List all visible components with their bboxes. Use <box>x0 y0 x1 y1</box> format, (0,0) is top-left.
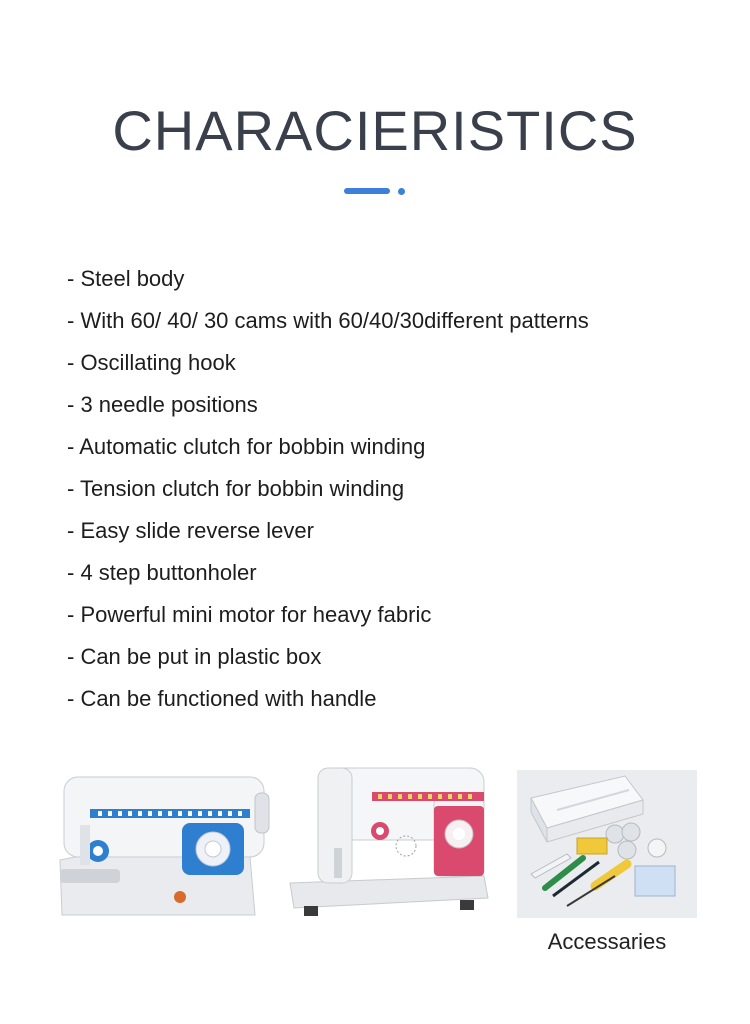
feature-item: - Steel body <box>67 266 185 291</box>
sewing-machine-red-photo <box>284 758 494 923</box>
feature-item: - Oscillating hook <box>67 350 236 375</box>
accessories-caption: Accessaries <box>547 929 667 954</box>
feature-item: - Easy slide reverse lever <box>67 518 314 543</box>
page-title: CHARACIERISTICS <box>112 99 638 162</box>
feature-item: - With 60/ 40/ 30 cams with 60/40/30different patterns <box>67 308 589 333</box>
feature-item: - Automatic clutch for bobbin winding <box>67 434 426 459</box>
feature-item: - 4 step buttonholer <box>67 560 257 585</box>
feature-item: - Can be put in plastic box <box>67 644 322 669</box>
sewing-machine-blue-photo <box>50 765 275 920</box>
sewing-machine-blue-icon <box>50 765 275 920</box>
feature-list <box>67 262 589 724</box>
accessories-kit-icon <box>517 770 697 918</box>
title-divider <box>344 188 408 196</box>
feature-item: - Powerful mini motor for heavy fabric <box>67 602 432 627</box>
feature-item: - Tension clutch for bobbin winding <box>67 476 405 501</box>
divider-bar <box>344 188 390 194</box>
divider-dot <box>398 188 405 195</box>
feature-item: - Can be functioned with handle <box>67 686 377 711</box>
feature-item: - 3 needle positions <box>67 392 258 417</box>
accessories-photo <box>517 770 697 918</box>
sewing-machine-red-icon <box>284 758 494 923</box>
